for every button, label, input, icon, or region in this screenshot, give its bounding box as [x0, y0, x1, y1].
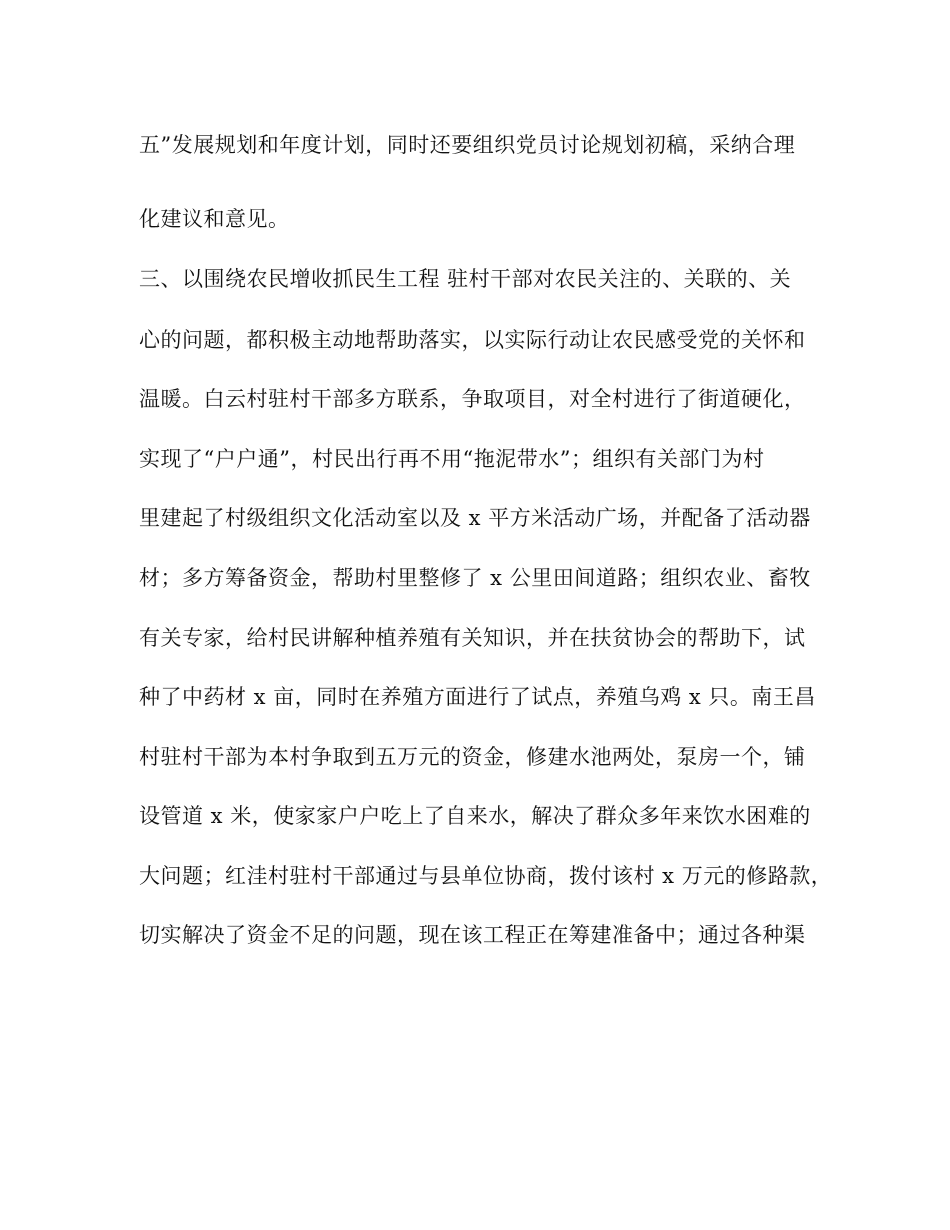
body-text-line: 里建起了村级组织文化活动室以及 x 平方米活动广场，并配备了活动器: [139, 506, 811, 530]
body-text-line: 温暖。白云村驻村干部多方联系，争取项目，对全村进行了街道硬化，: [139, 387, 806, 411]
section-heading-line: 三、以围绕农民增收抓民生工程 驻村干部对农民关注的、关联的、关: [139, 267, 792, 291]
body-text-line: 实现了“户户通”，村民出行再不用“拖泥带水”；组织有关部门为村: [139, 447, 765, 471]
body-text-line: 大问题；红洼村驻村干部通过与县单位协商，拨付该村 x 万元的修路款，: [139, 864, 833, 888]
body-text-line: 切实解决了资金不足的问题，现在该工程正在筹建准备中；通过各种渠: [139, 923, 806, 947]
body-text-line: 有关专家，给村民讲解种植养殖有关知识，并在扶贫协会的帮助下，试: [139, 626, 806, 650]
body-text-line: 种了中药材 x 亩，同时在养殖方面进行了试点，养殖乌鸡 x 只。南王昌: [139, 685, 816, 709]
body-text-line: 五”发展规划和年度计划，同时还要组织党员讨论规划初稿，采纳合理: [139, 133, 796, 157]
body-text-line: 化建议和意见。: [139, 207, 290, 231]
body-text-line: 设管道 x 米，使家家户户吃上了自来水，解决了群众多年来饮水困难的: [139, 804, 811, 828]
body-text-line: 心的问题，都积极主动地帮助落实，以实际行动让农民感受党的关怀和: [139, 328, 806, 352]
body-text-line: 材；多方筹备资金，帮助村里整修了 x 公里田间道路；组织农业、畜牧: [139, 566, 811, 590]
body-text-line: 村驻村干部为本村争取到五万元的资金，修建水池两处，泵房一个，铺: [139, 745, 806, 769]
